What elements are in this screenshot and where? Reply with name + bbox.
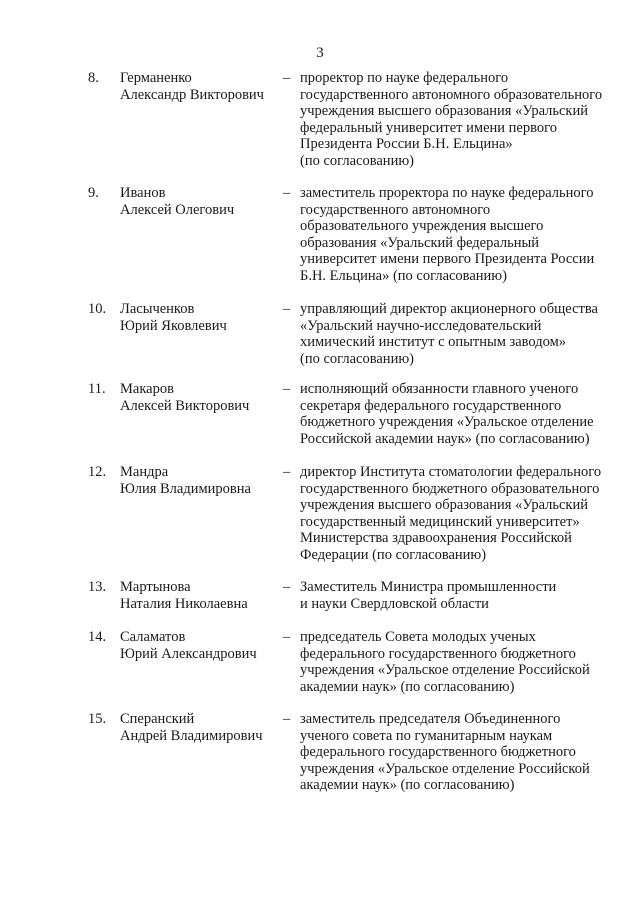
- position-line: «Уральский научно-исследовательский: [300, 317, 542, 334]
- dash-separator: –: [283, 185, 291, 201]
- member-surname: Саламатов: [120, 629, 186, 645]
- dash-separator: –: [283, 579, 291, 595]
- position-line: федерального государственного бюджетного: [300, 645, 576, 662]
- position-line: заместитель председателя Объединенного: [300, 711, 561, 727]
- member-given-names: Андрей Владимирович: [120, 727, 263, 744]
- member-position: [300, 381, 618, 447]
- position-line: учреждения высшего образования «Уральский: [300, 103, 588, 119]
- position-line: Президента России Б.Н. Ельцина»: [300, 136, 513, 152]
- member-position: [300, 629, 618, 695]
- position-line: учреждения «Уральское отделение Российской: [300, 662, 590, 678]
- member-position: [300, 185, 618, 284]
- member-surname: Мартынова: [120, 579, 191, 595]
- member-number: 8.: [88, 70, 99, 86]
- member-number: 14.: [88, 629, 107, 645]
- member-given-names: Юрий Александрович: [120, 645, 257, 662]
- member-surname: Ласыченков: [120, 301, 195, 317]
- member-name: [120, 301, 280, 334]
- position-line: председатель Совета молодых ученых: [300, 629, 536, 645]
- position-line: химический институт с опытным заводом»: [300, 334, 567, 350]
- position-line: Б.Н. Ельцина» (по согласованию): [300, 267, 507, 284]
- dash-separator: –: [283, 464, 291, 480]
- position-line: учреждения «Уральское отделение Российской: [300, 760, 590, 777]
- member-position: [300, 579, 618, 612]
- member-given-names: Александр Викторович: [120, 86, 264, 103]
- position-line: заместитель проректора по науке федерального: [300, 185, 594, 201]
- member-position: [300, 464, 618, 563]
- position-line: (по согласованию): [300, 152, 414, 169]
- member-position: [300, 301, 618, 367]
- position-line: секретаря федерального государственного: [300, 397, 562, 414]
- member-surname: Мандра: [120, 464, 169, 480]
- page-number: 3: [316, 45, 324, 61]
- member-given-names: Алексей Олегович: [120, 201, 235, 218]
- member-position: [300, 70, 618, 169]
- position-line: Российской академии наук» (по согласованию): [300, 430, 590, 447]
- dash-separator: –: [283, 70, 291, 86]
- member-surname: Макаров: [120, 381, 174, 397]
- member-name: [120, 629, 280, 662]
- position-line: федерального государственного бюджетного: [300, 744, 576, 760]
- dash-separator: –: [283, 711, 291, 727]
- position-line: образовательного учреждения высшего: [300, 218, 544, 234]
- member-given-names: Алексей Викторович: [120, 397, 250, 414]
- member-surname: Германенко: [120, 70, 192, 86]
- member-name: [120, 70, 280, 103]
- member-position: [300, 711, 618, 794]
- position-line: проректор по науке федерального: [300, 70, 509, 86]
- member-given-names: Наталия Николаевна: [120, 595, 248, 612]
- position-line: Федерации (по согласованию): [300, 546, 487, 563]
- position-line: директор Института стоматологии федерального: [300, 464, 602, 480]
- position-line: учреждения высшего образования «Уральский: [300, 497, 588, 513]
- position-line: (по согласованию): [300, 350, 414, 367]
- position-line: университет имени первого Президента России: [300, 251, 595, 267]
- position-line: государственного бюджетного образовательного: [300, 480, 600, 497]
- member-name: [120, 464, 280, 497]
- dash-separator: –: [283, 301, 291, 317]
- member-name: [120, 381, 280, 414]
- position-line: академии наук» (по согласованию): [300, 678, 515, 695]
- position-line: ученого совета по гуманитарным наукам: [300, 727, 553, 744]
- position-line: Заместитель Министра промышленности: [300, 579, 557, 595]
- member-given-names: Юрий Яковлевич: [120, 317, 227, 334]
- position-line: исполняющий обязанности главного ученого: [300, 381, 579, 397]
- member-name: [120, 579, 280, 612]
- dash-separator: –: [283, 381, 291, 397]
- position-line: и науки Свердловской области: [300, 595, 489, 612]
- member-number: 10.: [88, 301, 107, 317]
- position-line: федеральный университет имени первого: [300, 119, 557, 136]
- position-line: управляющий директор акционерного общества: [300, 301, 598, 317]
- member-number: 9.: [88, 185, 99, 201]
- member-surname: Иванов: [120, 185, 166, 201]
- position-line: Министерства здравоохранения Российской: [300, 530, 572, 546]
- member-name: [120, 185, 280, 218]
- member-number: 13.: [88, 579, 107, 595]
- member-number: 15.: [88, 711, 107, 727]
- dash-separator: –: [283, 629, 291, 645]
- position-line: образования «Уральский федеральный: [300, 234, 540, 251]
- member-number: 11.: [88, 381, 106, 397]
- position-line: академии наук» (по согласованию): [300, 777, 515, 793]
- position-line: государственный медицинский университет»: [300, 513, 580, 530]
- position-line: бюджетного учреждения «Уральское отделение: [300, 414, 594, 430]
- member-number: 12.: [88, 464, 107, 480]
- member-given-names: Юлия Владимировна: [120, 480, 251, 497]
- member-name: [120, 711, 280, 744]
- position-line: государственного автономного: [300, 201, 491, 218]
- member-surname: Сперанский: [120, 711, 195, 727]
- position-line: государственного автономного образовательного: [300, 86, 603, 103]
